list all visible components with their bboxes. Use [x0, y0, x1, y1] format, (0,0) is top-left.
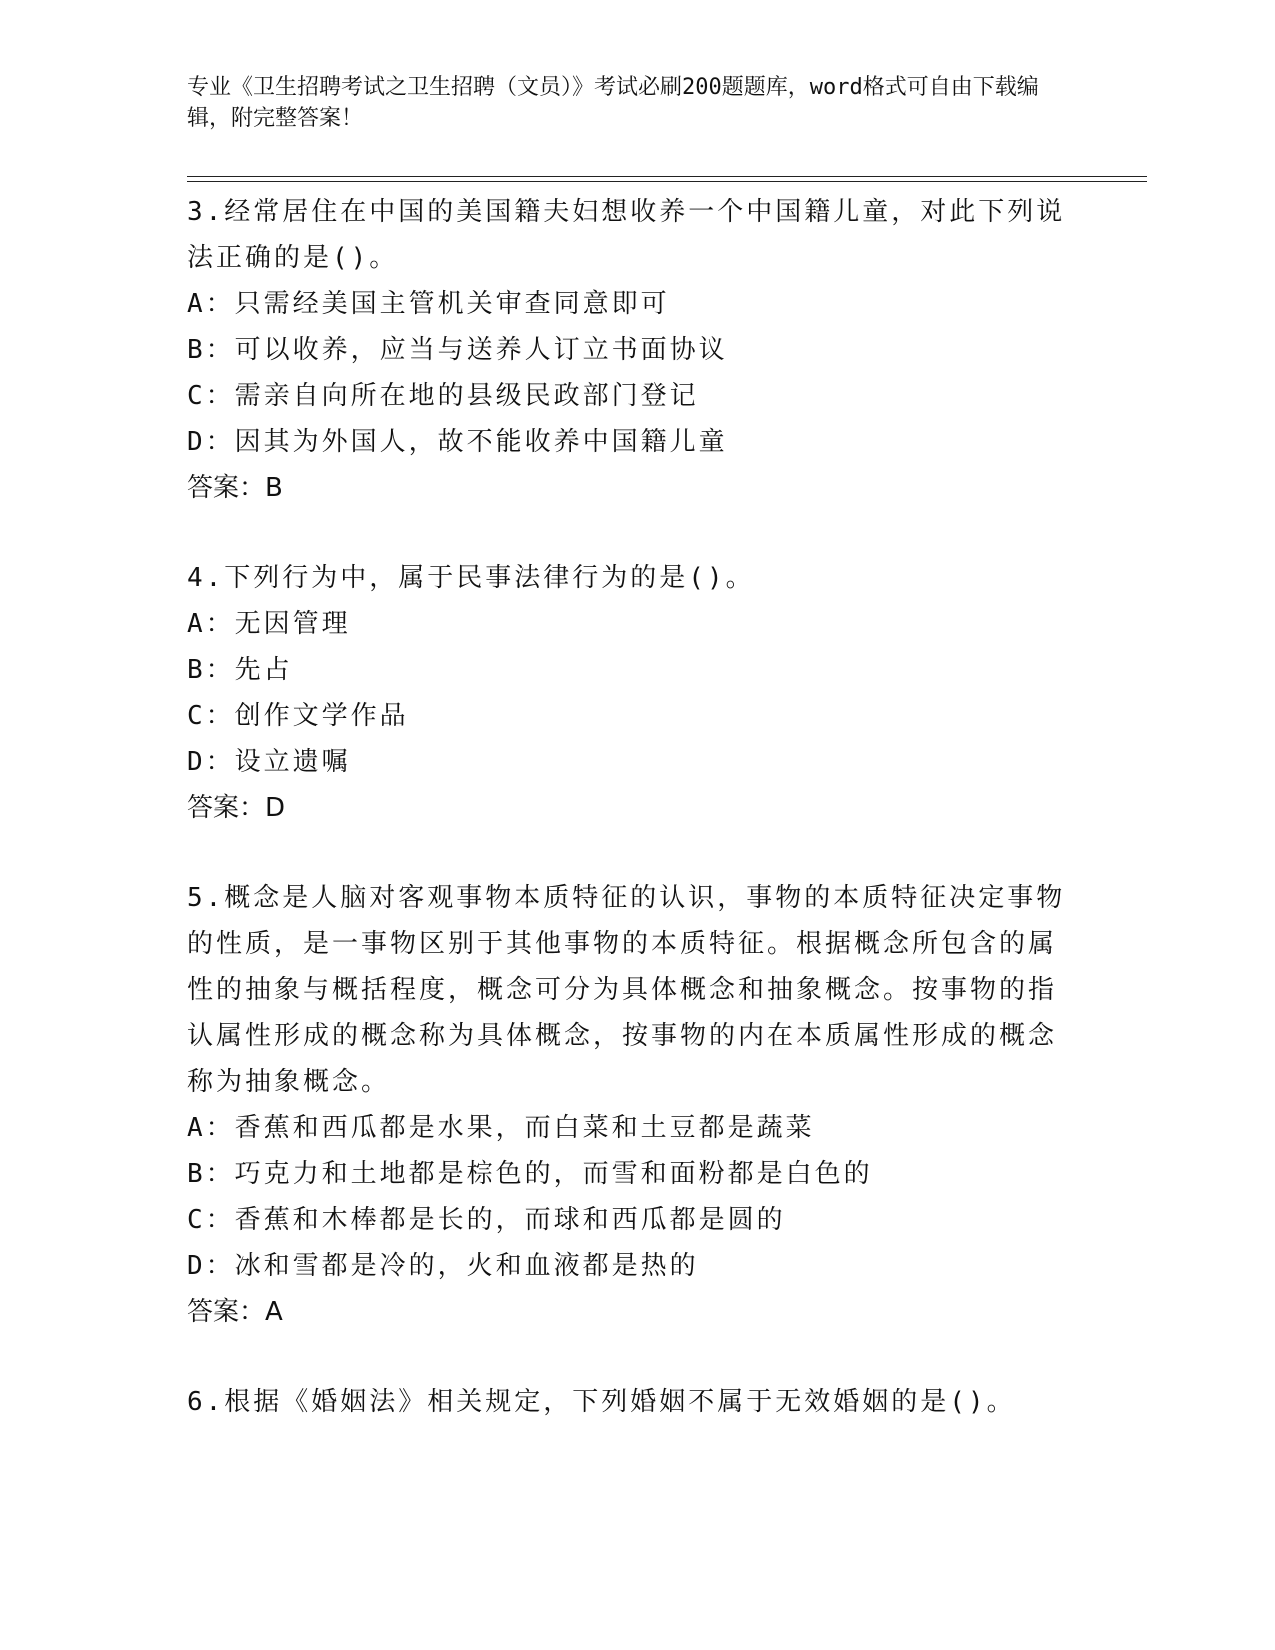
question-4 [187, 555, 1067, 831]
answer: 答案：B [187, 473, 283, 503]
option-a: A：只需经美国主管机关审查同意即可 [187, 289, 670, 319]
question-gap [187, 831, 1067, 875]
question-text: 5.概念是人脑对客观事物本质特征的认识，事物的本质特征决定事物的性质，是一事物区别于其他事物的本质特征。根据概念所包含的属性的抽象与概括程度，概念可分为具体概念和抽象概念。按事物的指认属性形成的概念称为具体概念，按事物的内在本质属性形成的概念称为抽象概念。 [187, 883, 1066, 1097]
option-c: C：香蕉和木棒都是长的，而球和西瓜都是圆的 [187, 1205, 786, 1235]
header-divider-top [187, 176, 1147, 177]
option-a: A：香蕉和西瓜都是水果，而白菜和土豆都是蔬菜 [187, 1113, 815, 1143]
question-text: 4.下列行为中，属于民事法律行为的是()。 [187, 563, 755, 593]
question-gap [187, 511, 1067, 555]
answer: 答案：D [187, 793, 286, 823]
header-divider-bottom [187, 181, 1147, 182]
question-text: 3.经常居住在中国的美国籍夫妇想收养一个中国籍儿童，对此下列说法正确的是()。 [187, 197, 1066, 273]
question-list [187, 189, 1067, 1425]
option-b: B：先占 [187, 655, 293, 685]
option-d: D：冰和雪都是冷的，火和血液都是热的 [187, 1251, 699, 1281]
question-gap [187, 1335, 1067, 1379]
option-b: B：可以收养，应当与送养人订立书面协议 [187, 335, 728, 365]
question-3 [187, 189, 1067, 511]
option-d: D：因其为外国人，故不能收养中国籍儿童 [187, 427, 728, 457]
answer: 答案：A [187, 1297, 283, 1327]
option-c: C：需亲自向所在地的县级民政部门登记 [187, 381, 699, 411]
question-5 [187, 875, 1067, 1335]
option-d: D：设立遗嘱 [187, 747, 351, 777]
question-text: 6.根据《婚姻法》相关规定，下列婚姻不属于无效婚姻的是()。 [187, 1387, 1016, 1417]
option-a: A：无因管理 [187, 609, 351, 639]
option-b: B：巧克力和土地都是棕色的，而雪和面粉都是白色的 [187, 1159, 873, 1189]
option-c: C：创作文学作品 [187, 701, 409, 731]
question-6 [187, 1379, 1067, 1425]
page-header: 专业《卫生招聘考试之卫生招聘（文员）》考试必刷200题题库，word格式可自由下载编辑，附完整答案！ [187, 75, 1039, 131]
